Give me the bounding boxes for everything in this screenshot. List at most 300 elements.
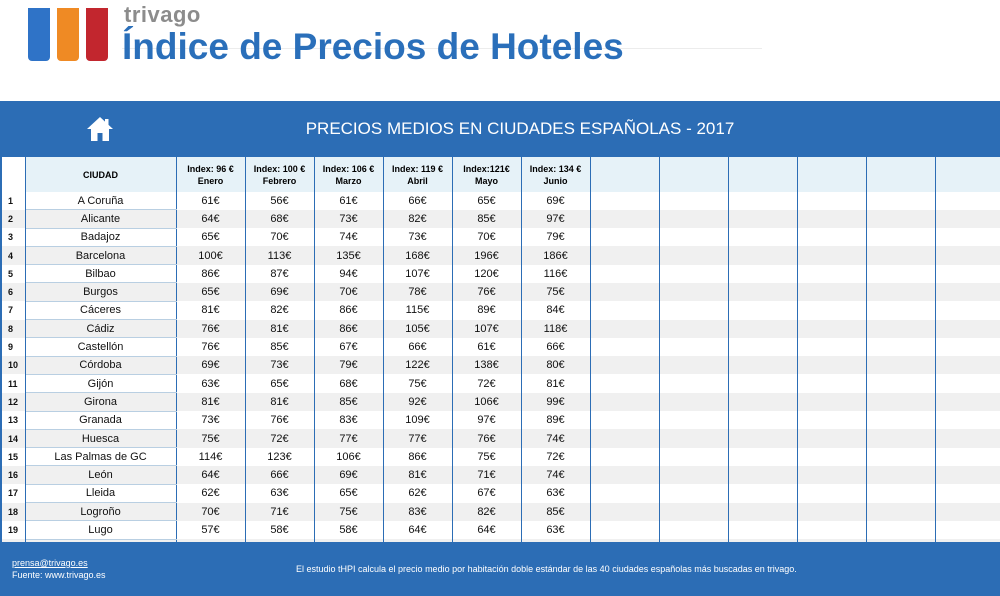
price-cell: 68€ <box>314 374 383 392</box>
price-cell: 120€ <box>452 265 521 283</box>
price-cell: 106€ <box>314 448 383 466</box>
empty-cell <box>590 246 659 264</box>
empty-cell <box>728 374 797 392</box>
empty-cell <box>590 374 659 392</box>
empty-cell <box>935 283 1000 301</box>
empty-cell <box>590 484 659 502</box>
price-cell: 64€ <box>176 466 245 484</box>
empty-cell <box>590 411 659 429</box>
price-cell: 64€ <box>176 210 245 228</box>
table-row <box>1 393 1000 411</box>
city-name: Bilbao <box>25 265 176 283</box>
price-cell: 72€ <box>521 448 590 466</box>
city-name: Badajoz <box>25 228 176 246</box>
price-cell: 186€ <box>521 246 590 264</box>
price-cell: 106€ <box>452 393 521 411</box>
price-cell: 69€ <box>176 356 245 374</box>
price-cell: 69€ <box>314 466 383 484</box>
empty-cell <box>866 484 935 502</box>
empty-cell <box>935 484 1000 502</box>
price-cell: 75€ <box>521 283 590 301</box>
price-cell: 76€ <box>245 411 314 429</box>
empty-cell <box>590 503 659 521</box>
table-row <box>1 192 1000 210</box>
price-cell: 66€ <box>383 192 452 210</box>
empty-cell <box>590 393 659 411</box>
empty-cell <box>866 192 935 210</box>
page-footer <box>0 542 1000 596</box>
price-cell: 74€ <box>314 228 383 246</box>
price-cell: 74€ <box>521 466 590 484</box>
price-cell: 76€ <box>176 338 245 356</box>
table-row <box>1 484 1000 502</box>
empty-cell <box>935 429 1000 447</box>
empty-cell <box>797 448 866 466</box>
price-cell: 66€ <box>383 338 452 356</box>
empty-cell <box>728 210 797 228</box>
price-cell: 86€ <box>383 448 452 466</box>
city-name: Girona <box>25 393 176 411</box>
price-cell: 81€ <box>176 393 245 411</box>
empty-cell <box>659 411 728 429</box>
price-cell: 82€ <box>383 210 452 228</box>
price-cell: 82€ <box>452 503 521 521</box>
logo-blue-bar <box>28 8 50 61</box>
row-number: 7 <box>1 301 25 319</box>
empty-cell <box>590 448 659 466</box>
price-cell: 85€ <box>521 503 590 521</box>
city-name: Alicante <box>25 210 176 228</box>
empty-cell <box>935 228 1000 246</box>
empty-cell <box>866 301 935 319</box>
price-cell: 73€ <box>314 210 383 228</box>
empty-cell <box>935 192 1000 210</box>
banner-title: PRECIOS MEDIOS EN CIUDADES ESPAÑOLAS - 2017 <box>305 119 735 138</box>
price-cell: 73€ <box>245 356 314 374</box>
month-name: Abril <box>407 175 428 186</box>
price-cell: 81€ <box>521 374 590 392</box>
price-cell: 86€ <box>314 301 383 319</box>
empty-cell <box>866 356 935 374</box>
empty-cell <box>797 228 866 246</box>
price-cell: 66€ <box>521 338 590 356</box>
header-city: CIUDAD <box>25 157 176 192</box>
logo-orange-bar <box>57 8 79 61</box>
table-row <box>1 448 1000 466</box>
home-icon[interactable] <box>85 114 115 144</box>
empty-cell <box>659 448 728 466</box>
empty-cell <box>866 503 935 521</box>
empty-cell <box>866 228 935 246</box>
price-cell: 63€ <box>521 521 590 539</box>
empty-cell <box>866 283 935 301</box>
empty-cell <box>728 429 797 447</box>
empty-cell <box>866 448 935 466</box>
empty-cell <box>797 466 866 484</box>
empty-cell <box>590 429 659 447</box>
price-cell: 56€ <box>245 192 314 210</box>
price-cell: 100€ <box>176 246 245 264</box>
price-cell: 89€ <box>452 301 521 319</box>
empty-cell <box>659 503 728 521</box>
price-cell: 99€ <box>521 393 590 411</box>
empty-cell <box>797 521 866 539</box>
price-cell: 69€ <box>245 283 314 301</box>
city-name: Cáceres <box>25 301 176 319</box>
price-cell: 74€ <box>521 429 590 447</box>
price-cell: 75€ <box>383 374 452 392</box>
price-cell: 76€ <box>452 429 521 447</box>
price-cell: 85€ <box>452 210 521 228</box>
empty-cell <box>797 374 866 392</box>
month-index: Index: 134 € <box>529 163 582 174</box>
empty-cell <box>797 265 866 283</box>
price-cell: 61€ <box>176 192 245 210</box>
empty-cell <box>797 411 866 429</box>
empty-cell <box>728 320 797 338</box>
row-number: 8 <box>1 320 25 338</box>
month-index: Index: 96 € <box>187 163 234 174</box>
press-email-link[interactable]: prensa@trivago.es <box>12 558 88 568</box>
price-cell: 70€ <box>176 503 245 521</box>
price-cell: 67€ <box>314 338 383 356</box>
price-cell: 67€ <box>452 484 521 502</box>
header-month-2 <box>245 157 314 192</box>
source-text: Fuente: www.trivago.es <box>12 570 106 580</box>
table-row <box>1 228 1000 246</box>
price-cell: 65€ <box>245 374 314 392</box>
price-cell: 83€ <box>383 503 452 521</box>
price-cell: 92€ <box>383 393 452 411</box>
price-cell: 81€ <box>176 301 245 319</box>
price-cell: 87€ <box>245 265 314 283</box>
empty-cell <box>728 393 797 411</box>
city-name: Gijón <box>25 374 176 392</box>
empty-cell <box>728 466 797 484</box>
table-row <box>1 301 1000 319</box>
empty-cell <box>797 356 866 374</box>
price-cell: 114€ <box>176 448 245 466</box>
empty-cell <box>659 429 728 447</box>
header-empty-10 <box>797 157 866 192</box>
empty-cell <box>935 265 1000 283</box>
table-banner <box>0 101 1000 157</box>
empty-cell <box>935 503 1000 521</box>
month-name: Febrero <box>262 175 297 186</box>
brand-name: trivago <box>124 2 201 27</box>
table-row <box>1 320 1000 338</box>
month-index: Index:121€ <box>463 163 510 174</box>
price-cell: 86€ <box>176 265 245 283</box>
row-number: 14 <box>1 429 25 447</box>
row-number: 18 <box>1 503 25 521</box>
header-empty-8 <box>659 157 728 192</box>
price-cell: 86€ <box>314 320 383 338</box>
table-row <box>1 411 1000 429</box>
logo-red-bar <box>86 8 108 61</box>
empty-cell <box>590 521 659 539</box>
empty-cell <box>797 301 866 319</box>
price-cell: 105€ <box>383 320 452 338</box>
price-cell: 62€ <box>176 484 245 502</box>
price-cell: 107€ <box>452 320 521 338</box>
price-cell: 58€ <box>314 521 383 539</box>
table-row <box>1 429 1000 447</box>
price-cell: 58€ <box>245 521 314 539</box>
empty-cell <box>659 283 728 301</box>
empty-cell <box>728 301 797 319</box>
empty-cell <box>590 210 659 228</box>
empty-cell <box>797 210 866 228</box>
row-number: 2 <box>1 210 25 228</box>
table-row <box>1 210 1000 228</box>
table-row <box>1 265 1000 283</box>
empty-cell <box>866 246 935 264</box>
empty-cell <box>659 338 728 356</box>
price-cell: 71€ <box>452 466 521 484</box>
month-index: Index: 119 € <box>391 163 444 174</box>
month-name: Enero <box>197 175 224 186</box>
month-name: Junio <box>543 175 568 186</box>
empty-cell <box>590 338 659 356</box>
row-number: 17 <box>1 484 25 502</box>
empty-cell <box>590 356 659 374</box>
row-number: 6 <box>1 283 25 301</box>
empty-cell <box>866 411 935 429</box>
empty-cell <box>659 393 728 411</box>
price-cell: 81€ <box>245 320 314 338</box>
price-cell: 64€ <box>452 521 521 539</box>
price-cell: 64€ <box>383 521 452 539</box>
empty-cell <box>935 246 1000 264</box>
empty-cell <box>728 246 797 264</box>
price-cell: 113€ <box>245 246 314 264</box>
empty-cell <box>728 448 797 466</box>
price-cell: 123€ <box>245 448 314 466</box>
empty-cell <box>935 466 1000 484</box>
price-cell: 85€ <box>245 338 314 356</box>
empty-cell <box>935 210 1000 228</box>
price-cell: 71€ <box>245 503 314 521</box>
price-cell: 135€ <box>314 246 383 264</box>
header-month-3 <box>314 157 383 192</box>
prices-table-container <box>0 157 1000 542</box>
empty-cell <box>659 466 728 484</box>
page-title: Índice de Precios de Hoteles <box>122 26 624 67</box>
trivago-logo <box>28 8 108 61</box>
page-header <box>0 0 1000 100</box>
row-number: 12 <box>1 393 25 411</box>
price-cell: 85€ <box>314 393 383 411</box>
empty-cell <box>590 466 659 484</box>
empty-cell <box>659 265 728 283</box>
header-month-4 <box>383 157 452 192</box>
month-name: Marzo <box>335 175 362 186</box>
price-cell: 83€ <box>314 411 383 429</box>
price-cell: 61€ <box>314 192 383 210</box>
header-num-cell <box>1 157 25 192</box>
row-number: 16 <box>1 466 25 484</box>
empty-cell <box>659 374 728 392</box>
price-cell: 75€ <box>452 448 521 466</box>
price-cell: 66€ <box>245 466 314 484</box>
price-cell: 73€ <box>383 228 452 246</box>
table-row <box>1 503 1000 521</box>
price-cell: 115€ <box>383 301 452 319</box>
empty-cell <box>935 521 1000 539</box>
empty-cell <box>797 429 866 447</box>
table-body <box>1 192 1000 557</box>
empty-cell <box>590 265 659 283</box>
empty-cell <box>797 192 866 210</box>
price-cell: 89€ <box>521 411 590 429</box>
table-header-row <box>1 157 1000 192</box>
price-cell: 77€ <box>314 429 383 447</box>
price-cell: 68€ <box>245 210 314 228</box>
price-cell: 65€ <box>452 192 521 210</box>
price-cell: 65€ <box>176 283 245 301</box>
empty-cell <box>659 192 728 210</box>
price-cell: 61€ <box>452 338 521 356</box>
price-cell: 57€ <box>176 521 245 539</box>
price-cell: 65€ <box>314 484 383 502</box>
price-cell: 76€ <box>452 283 521 301</box>
header-empty-9 <box>728 157 797 192</box>
empty-cell <box>866 393 935 411</box>
empty-cell <box>797 484 866 502</box>
table-row <box>1 374 1000 392</box>
header-month-1 <box>176 157 245 192</box>
empty-cell <box>728 192 797 210</box>
table-row <box>1 521 1000 539</box>
row-number: 5 <box>1 265 25 283</box>
price-cell: 138€ <box>452 356 521 374</box>
price-cell: 81€ <box>383 466 452 484</box>
price-cell: 82€ <box>245 301 314 319</box>
price-cell: 63€ <box>521 484 590 502</box>
empty-cell <box>935 320 1000 338</box>
prices-table <box>0 157 1000 558</box>
study-note: El estudio tHPI calcula el precio medio por habitación doble estándar de las 40 ciudades españolas más buscadas en trivago. <box>296 564 797 574</box>
empty-cell <box>866 429 935 447</box>
empty-cell <box>935 393 1000 411</box>
empty-cell <box>728 338 797 356</box>
city-name: Lugo <box>25 521 176 539</box>
empty-cell <box>935 356 1000 374</box>
price-cell: 109€ <box>383 411 452 429</box>
empty-cell <box>728 228 797 246</box>
empty-cell <box>590 192 659 210</box>
price-cell: 168€ <box>383 246 452 264</box>
row-number: 1 <box>1 192 25 210</box>
empty-cell <box>797 283 866 301</box>
empty-cell <box>659 228 728 246</box>
price-cell: 77€ <box>383 429 452 447</box>
empty-cell <box>935 448 1000 466</box>
empty-cell <box>659 320 728 338</box>
empty-cell <box>797 338 866 356</box>
row-number: 3 <box>1 228 25 246</box>
empty-cell <box>866 374 935 392</box>
price-cell: 72€ <box>245 429 314 447</box>
city-name: Logroño <box>25 503 176 521</box>
price-cell: 97€ <box>521 210 590 228</box>
empty-cell <box>866 521 935 539</box>
city-name: Burgos <box>25 283 176 301</box>
empty-cell <box>935 374 1000 392</box>
table-row <box>1 338 1000 356</box>
price-cell: 79€ <box>314 356 383 374</box>
city-name: Cádiz <box>25 320 176 338</box>
empty-cell <box>728 521 797 539</box>
header-month-5 <box>452 157 521 192</box>
empty-cell <box>797 246 866 264</box>
price-cell: 65€ <box>176 228 245 246</box>
empty-cell <box>866 265 935 283</box>
empty-cell <box>659 210 728 228</box>
city-name: León <box>25 466 176 484</box>
price-cell: 116€ <box>521 265 590 283</box>
price-cell: 70€ <box>245 228 314 246</box>
header-empty-7 <box>590 157 659 192</box>
empty-cell <box>935 301 1000 319</box>
row-number: 10 <box>1 356 25 374</box>
empty-cell <box>590 320 659 338</box>
price-cell: 122€ <box>383 356 452 374</box>
price-cell: 63€ <box>245 484 314 502</box>
table-row <box>1 356 1000 374</box>
empty-cell <box>659 521 728 539</box>
table-row <box>1 283 1000 301</box>
row-number: 15 <box>1 448 25 466</box>
price-cell: 79€ <box>521 228 590 246</box>
empty-cell <box>590 228 659 246</box>
price-cell: 118€ <box>521 320 590 338</box>
price-cell: 75€ <box>176 429 245 447</box>
price-cell: 62€ <box>383 484 452 502</box>
row-number: 11 <box>1 374 25 392</box>
empty-cell <box>935 411 1000 429</box>
price-cell: 63€ <box>176 374 245 392</box>
price-cell: 84€ <box>521 301 590 319</box>
price-cell: 196€ <box>452 246 521 264</box>
empty-cell <box>728 411 797 429</box>
month-index: Index: 106 € <box>322 163 375 174</box>
month-index: Index: 100 € <box>253 163 306 174</box>
price-cell: 81€ <box>245 393 314 411</box>
empty-cell <box>866 320 935 338</box>
price-cell: 80€ <box>521 356 590 374</box>
price-cell: 94€ <box>314 265 383 283</box>
empty-cell <box>590 283 659 301</box>
empty-cell <box>659 356 728 374</box>
price-cell: 70€ <box>452 228 521 246</box>
row-number: 19 <box>1 521 25 539</box>
empty-cell <box>866 210 935 228</box>
row-number: 9 <box>1 338 25 356</box>
empty-cell <box>866 466 935 484</box>
city-name: Barcelona <box>25 246 176 264</box>
empty-cell <box>728 283 797 301</box>
empty-cell <box>659 301 728 319</box>
empty-cell <box>866 338 935 356</box>
price-cell: 78€ <box>383 283 452 301</box>
empty-cell <box>590 301 659 319</box>
city-name: A Coruña <box>25 192 176 210</box>
empty-cell <box>797 393 866 411</box>
price-cell: 73€ <box>176 411 245 429</box>
table-row <box>1 466 1000 484</box>
